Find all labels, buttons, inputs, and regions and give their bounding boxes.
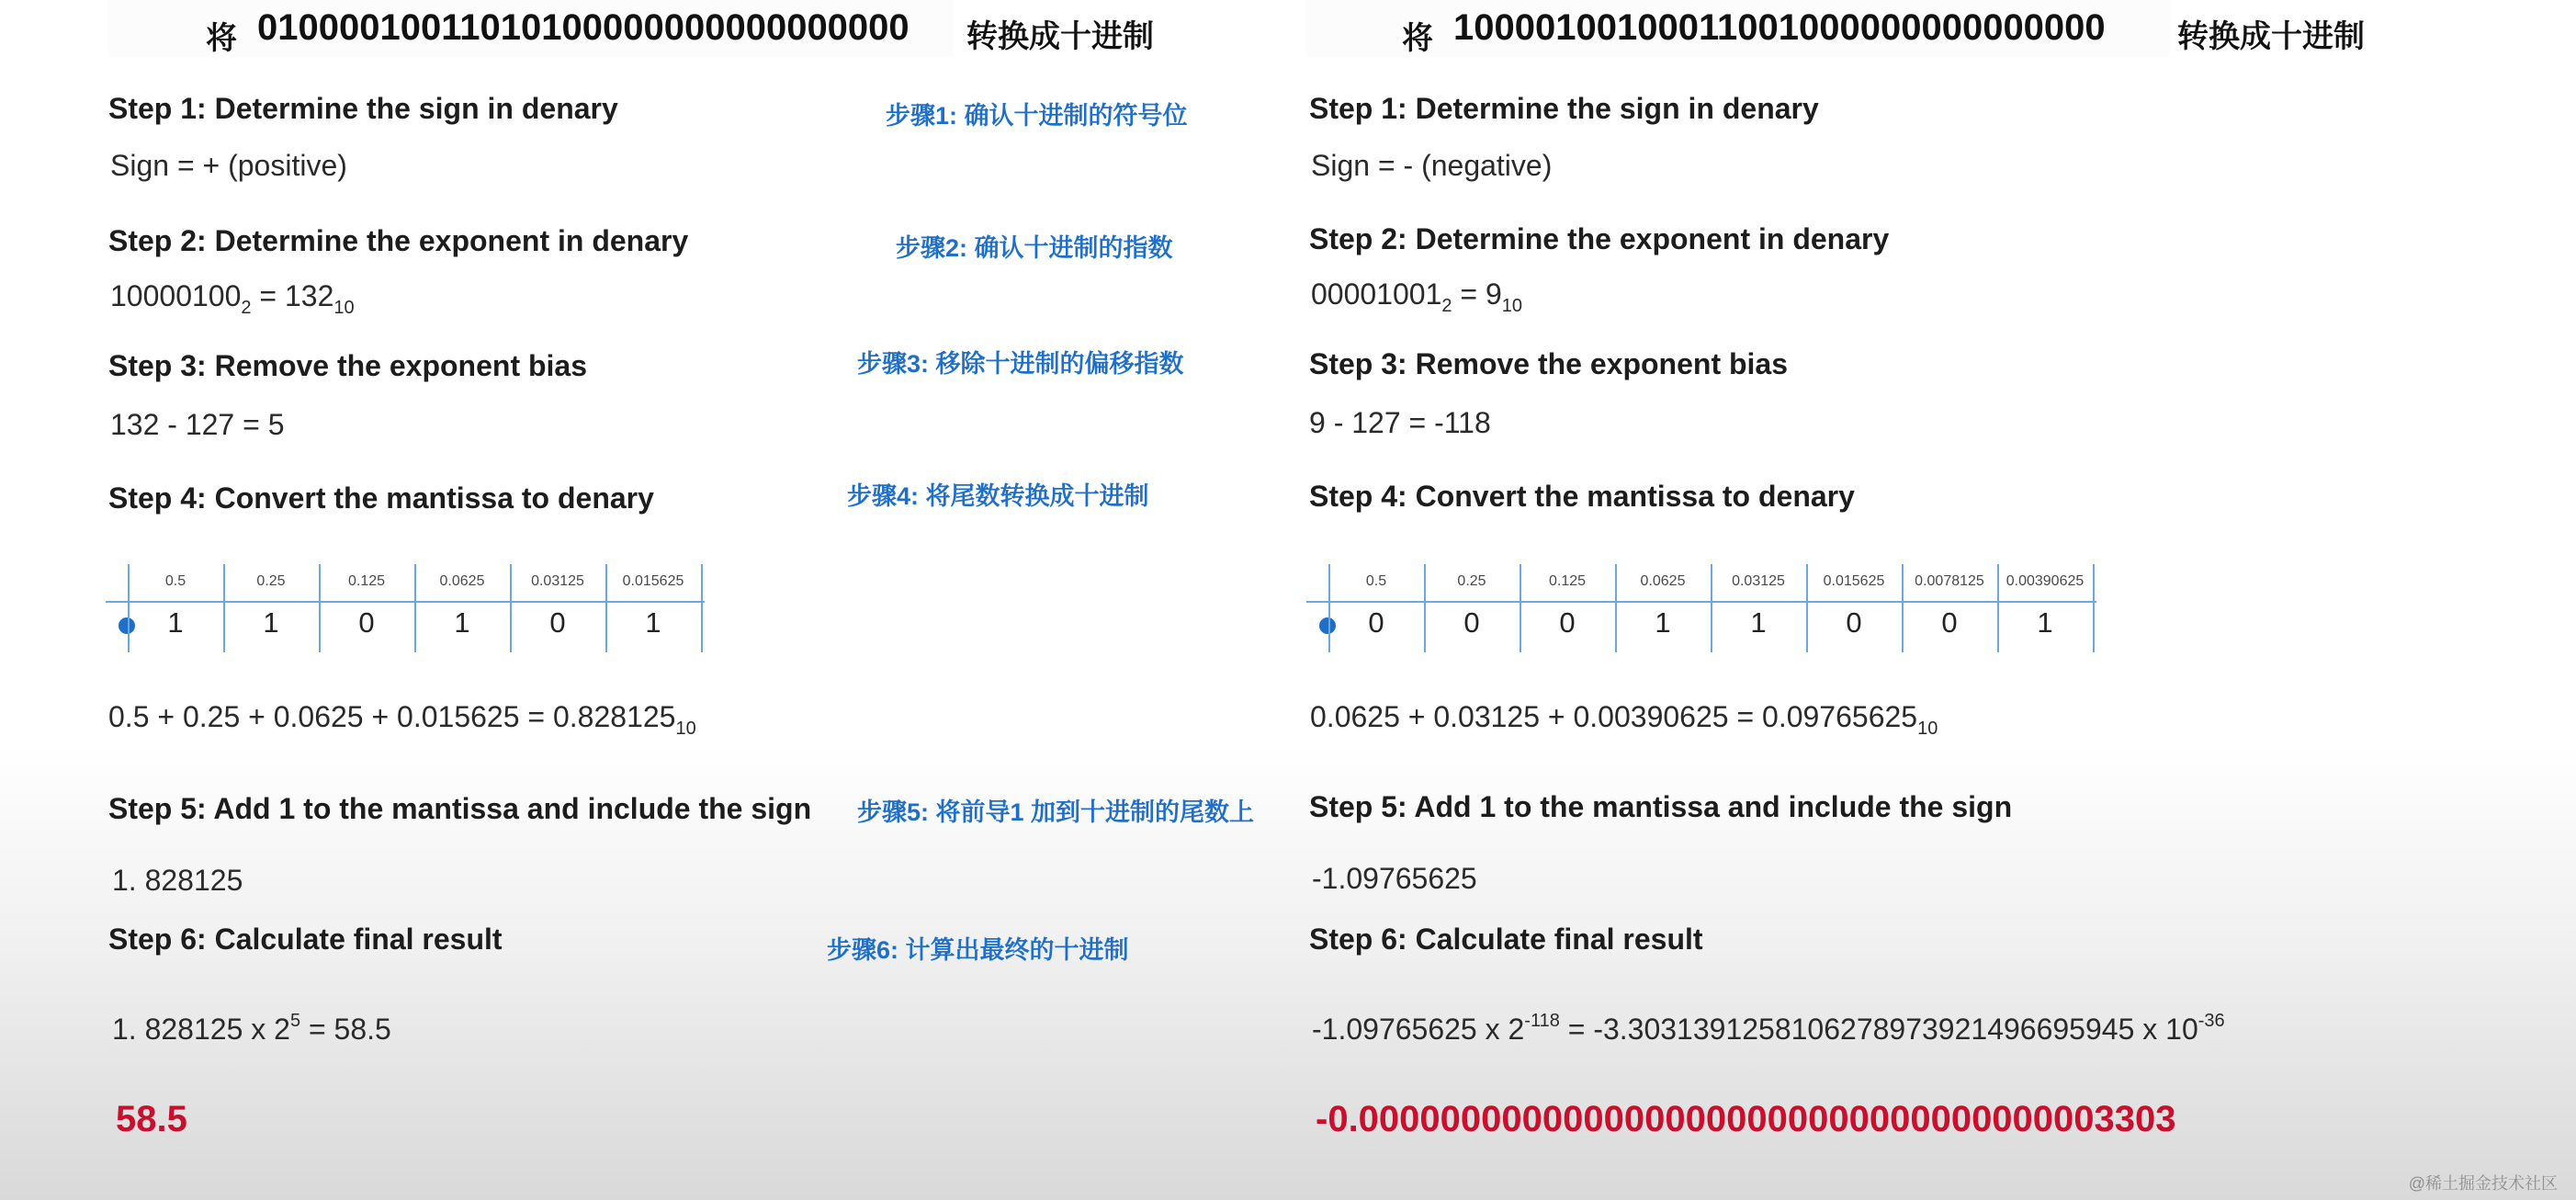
title-binary: 10000100100011001000000000000000 [1453, 7, 2106, 48]
step3-label: Step 3: Remove the exponent bias [108, 349, 588, 382]
mantissa-bit: 1 [645, 606, 661, 639]
mantissa-bit: 1 [263, 606, 279, 639]
mantissa-bit: 0 [549, 606, 566, 639]
title-suffix-box [954, 0, 1169, 83]
mantissa-weight: 0.5 [1365, 573, 1387, 589]
title-suffix: 转换成十进制 [2177, 19, 2365, 54]
mantissa-cell-border [2093, 564, 2095, 652]
step1-label: Step 1: Determine the sign in denary [108, 92, 618, 125]
mantissa-weight: 0.00390625 [2005, 573, 2085, 589]
step3-note: 步骤3: 移除十进制的偏移指数 [857, 350, 1184, 378]
step5-expr: 1. 828125 [112, 864, 243, 897]
mantissa-weight: 0.0078125 [1915, 573, 1984, 589]
mantissa-table [106, 564, 706, 652]
mantissa-weight: 0.0625 [1640, 573, 1686, 589]
step3-expr: 9 - 127 = -118 [1309, 406, 1491, 439]
mantissa-table [1306, 564, 2098, 652]
mantissa-weight: 0.015625 [622, 573, 684, 589]
title-binary: 01000010011010100000000000000000 [257, 7, 910, 48]
title-suffix: 转换成十进制 [966, 19, 1154, 54]
title-bar [108, 0, 1169, 57]
step2-note: 步骤2: 确认十进制的指数 [896, 234, 1173, 262]
step6-expr: 1. 828125 x $2^5 = 58.5$ [112, 1011, 391, 1046]
step2-label: Step 2: Determine the exponent in denary [1309, 222, 1890, 255]
title-bar [1306, 0, 2395, 57]
step5-note: 步骤5: 将前导1 加到十进制的尾数上 [857, 798, 1255, 826]
mantissa-cell-border [701, 564, 703, 652]
step5-expr: -1.09765625 [1312, 862, 1477, 895]
mantissa-weight: 0.03125 [531, 573, 584, 589]
watermark: @稀土掘金技术社区 [2408, 1174, 2558, 1193]
mantissa-bit: 0 [1463, 606, 1480, 639]
step1-label: Step 1: Determine the sign in denary [1309, 92, 1819, 125]
step2-expr: $10000100_2 = 132_{10}$ [110, 279, 355, 318]
step4-sum: $0.0625 + 0.03125 + 0.00390625 = 0.09765625_{10}$ [1310, 700, 1938, 739]
mantissa-bit: 1 [2037, 606, 2053, 639]
step5-label: Step 5: Add 1 to the mantissa and include the sign [108, 792, 812, 825]
step2-label: Step 2: Determine the exponent in denary [108, 224, 689, 257]
mantissa-weight: 0.125 [347, 573, 386, 589]
step3-expr: 132 - 127 = 5 [110, 408, 285, 441]
mantissa-weight: 0.125 [1548, 573, 1587, 589]
mantissa-weight: 0.0625 [439, 573, 485, 589]
step4-sum: $0.5 + 0.25 + 0.0625 + 0.015625 = 0.828125_{10}$ [108, 700, 696, 739]
step2-expr: $00001001_2 = 9_{10}$ [1311, 277, 1523, 316]
title-suffix-box [2170, 0, 2395, 83]
mantissa-bit: 0 [1368, 606, 1384, 639]
step3-label: Step 3: Remove the exponent bias [1309, 347, 1789, 380]
left-conversion-panel [0, 0, 1255, 1200]
title-prefix: 将 [1402, 21, 1433, 56]
mantissa-bit: 0 [1559, 606, 1576, 639]
step6-label: Step 6: Calculate final result [1309, 923, 1703, 956]
step6-label: Step 6: Calculate final result [108, 923, 503, 956]
mantissa-weight: 0.25 [256, 573, 286, 589]
step1-note: 步骤1: 确认十进制的符号位 [886, 102, 1188, 130]
mantissa-bit: 1 [454, 606, 470, 639]
title-prefix: 将 [206, 21, 237, 56]
step4-label: Step 4: Convert the mantissa to denary [1309, 480, 1855, 513]
mantissa-weight: 0.25 [1457, 573, 1486, 589]
step6-expr: -1.09765625 x $2^{-118} = -3.3031391258106278973921496695945$ x $10^{-36}$ [1312, 1011, 2225, 1046]
final-result: 58.5 [116, 1099, 187, 1139]
step1-expr: Sign = - (negative) [1311, 149, 1553, 182]
mantissa-bit: 0 [1846, 606, 1862, 639]
mantissa-weight: 0.015625 [1823, 573, 1885, 589]
mantissa-bit: 0 [1941, 606, 1958, 639]
step6-note: 步骤6: 计算出最终的十进制 [827, 936, 1129, 964]
step5-label: Step 5: Add 1 to the mantissa and include the sign [1309, 790, 2013, 823]
mantissa-bit: 0 [358, 606, 375, 639]
mantissa-bit: 1 [167, 606, 184, 639]
mantissa-bit: 1 [1750, 606, 1767, 639]
step4-label: Step 4: Convert the mantissa to denary [108, 481, 654, 515]
step4-note: 步骤4: 将尾数转换成十进制 [847, 482, 1149, 510]
step1-expr: Sign = + (positive) [110, 149, 347, 182]
mantissa-weight: 0.5 [164, 573, 186, 589]
right-conversion-panel [1202, 0, 2396, 1200]
mantissa-bit: 1 [1655, 606, 1671, 639]
mantissa-divider [106, 601, 705, 603]
final-result: -0.0000000000000000000000000000000000003303 [1316, 1099, 2176, 1139]
mantissa-weight: 0.03125 [1732, 573, 1785, 589]
